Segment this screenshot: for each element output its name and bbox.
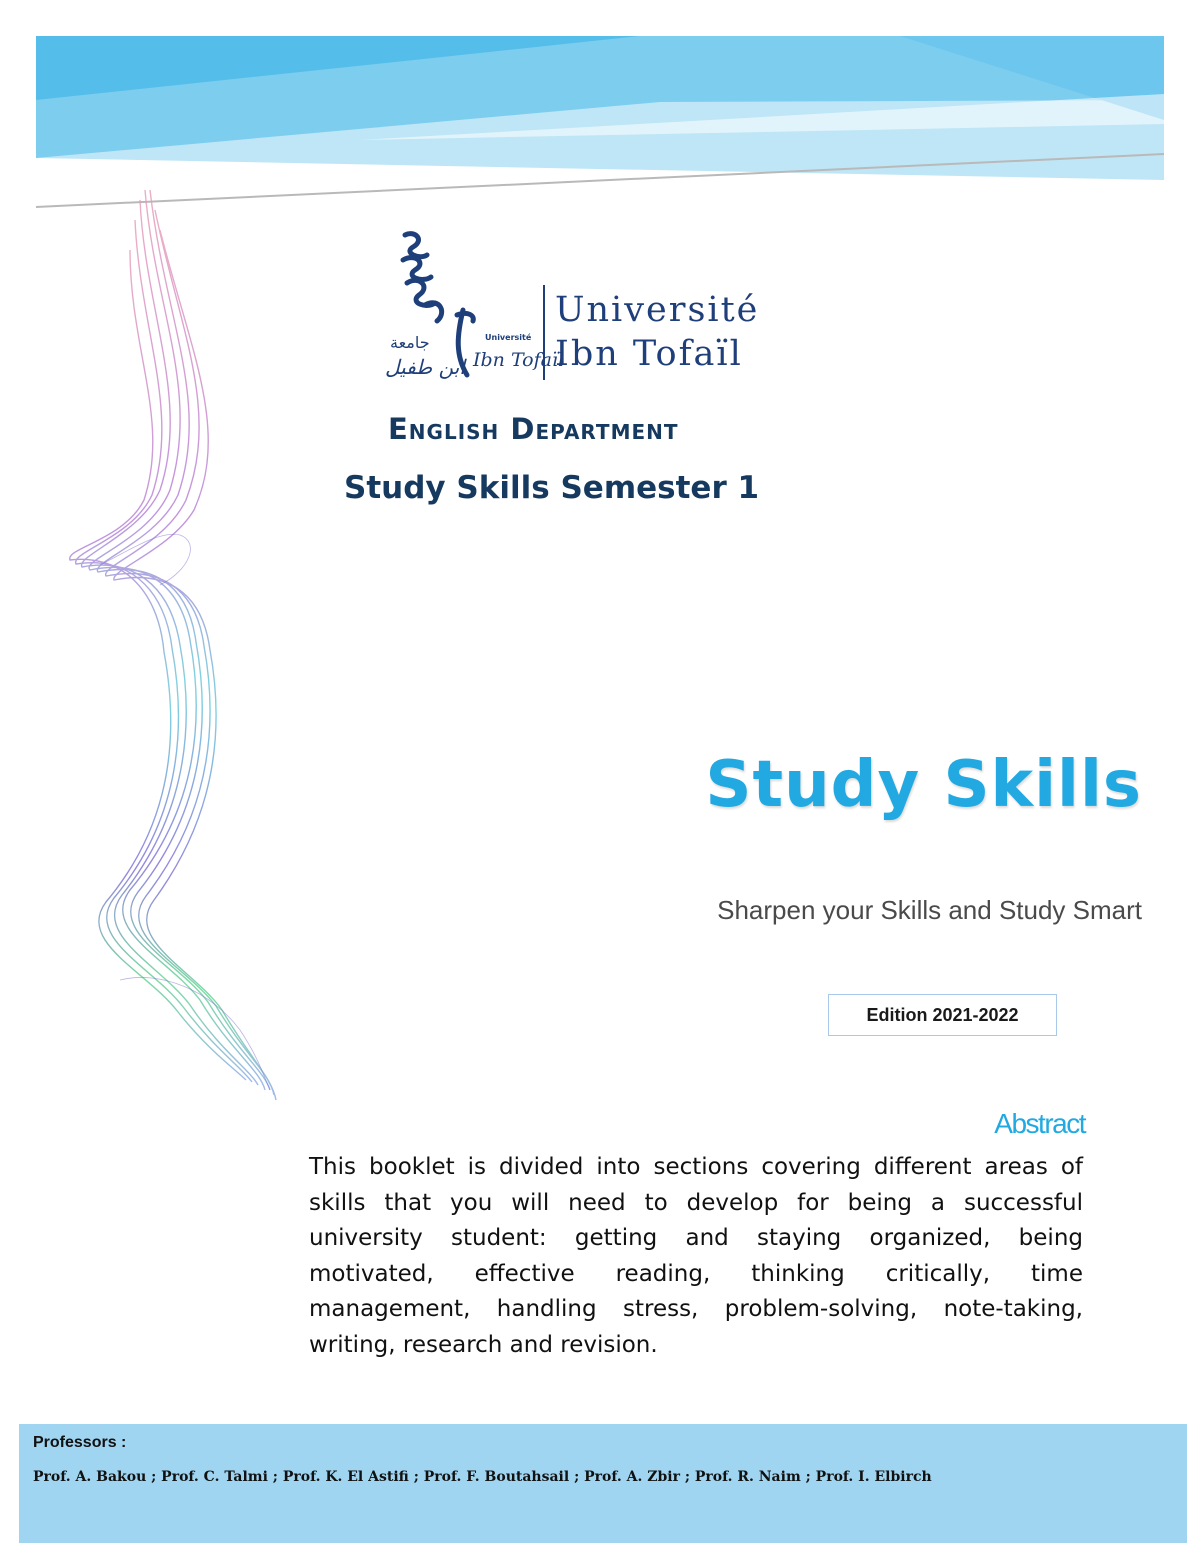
abstract-text: This booklet is divided into sections covering different areas of skills that you will need to develop for being a successful university student: getting and staying organized, being motivated, effective reading, thinking critically, time management, handling stress, problem-solving, note-taking, writing, research and revision. [309,1154,1083,1358]
logo-name-line1: Université [555,290,760,330]
cover-title: Study Skills [705,748,1142,822]
university-logo [385,225,785,385]
edition-label: Edition 2021-2022 [866,1004,1019,1025]
professors-label: Professors : [33,1434,127,1451]
logo-small-label: Université [485,333,532,342]
cover-subtitle: Sharpen your Skills and Study Smart [717,895,1142,925]
decorative-ribbon [60,190,290,1120]
professors-footer [19,1424,1187,1543]
logo-arabic-top: جامعة [390,333,430,352]
department-title: English Department [388,412,679,446]
logo-arabic-bottom: ابن طفيل [385,355,465,379]
professors-names: Prof. A. Bakou ; Prof. C. Talmi ; Prof. K. El Astifi ; Prof. F. Boutahsail ; Prof. A. Zbir ; Prof. R. Naim ; Prof. I. Elbirch [33,1469,932,1485]
edition-box [828,994,1057,1036]
header-banner [0,0,1200,215]
logo-name-line2: Ibn Tofaïl [555,334,743,374]
abstract-heading: Abstract [994,1108,1085,1139]
course-title: Study Skills Semester 1 [344,470,760,506]
logo-small-name: Ibn Tofaïl [473,349,565,371]
